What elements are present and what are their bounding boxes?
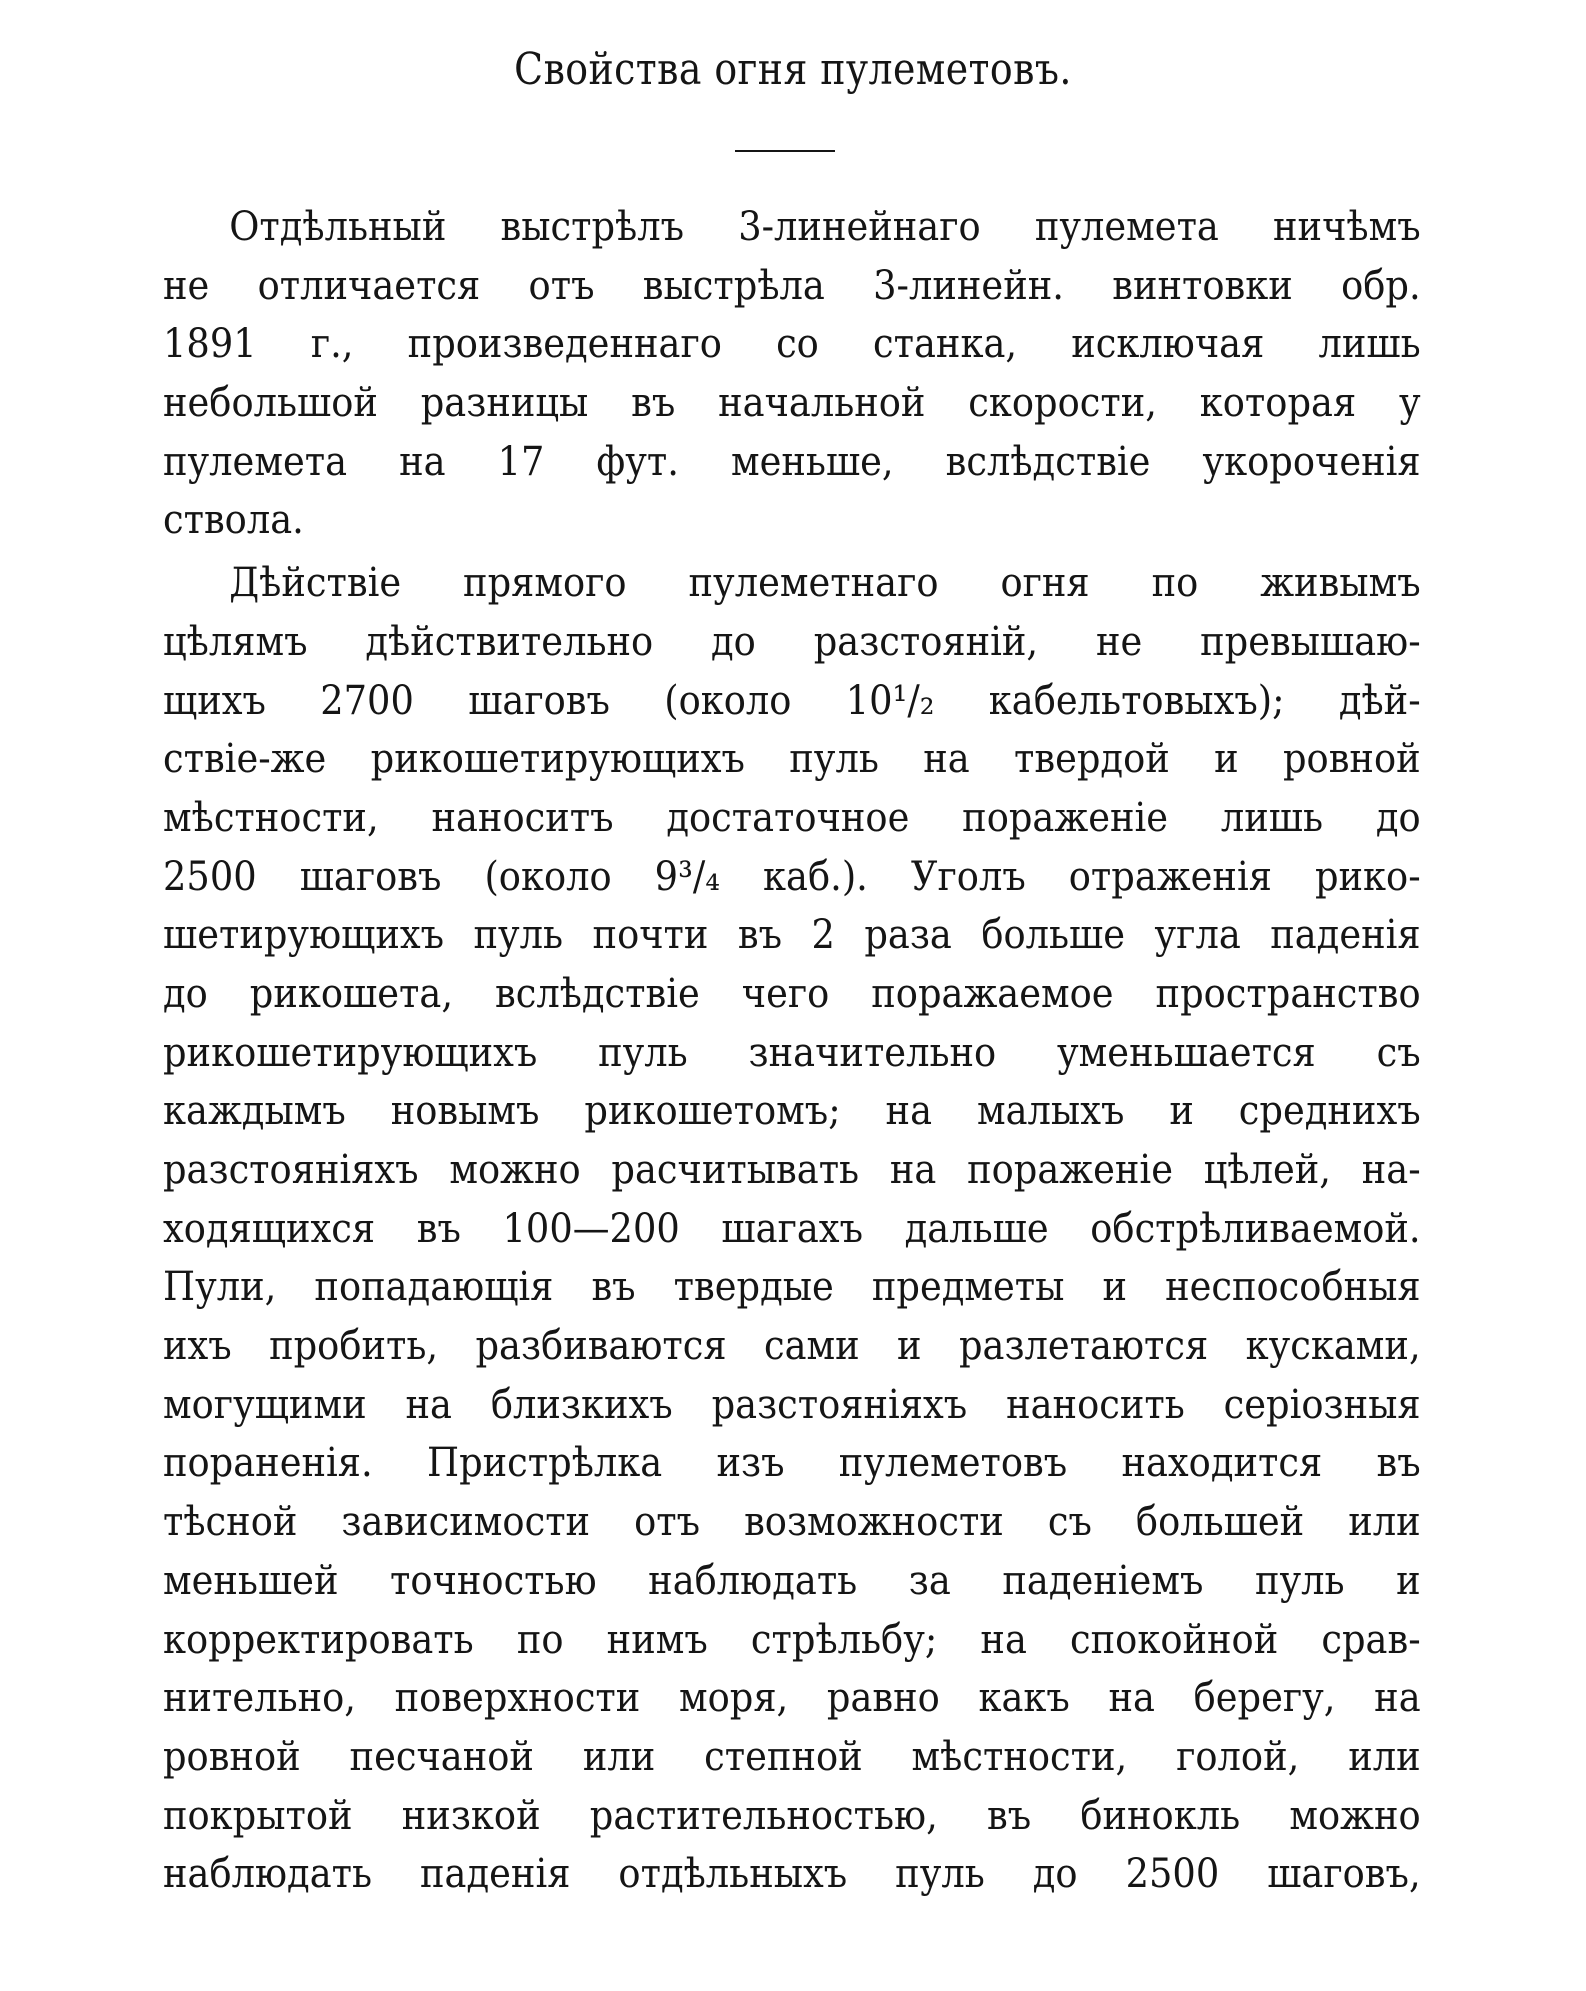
text-line: 2500 шаговъ (около 9³/₄ каб.). Уголъ отраженія рико-	[163, 853, 1421, 900]
text-line: Дѣйствіе прямого пулеметнаго огня по живымъ	[229, 560, 1421, 607]
text-line: мѣстности, наноситъ достаточное пораженіе лишь до	[163, 794, 1421, 841]
text-line: пулемета на 17 фут. меньше, вслѣдствіе укороченія	[163, 438, 1421, 485]
text-line: тѣсной зависимости отъ возможности съ большей или	[163, 1499, 1421, 1546]
text-line: ихъ пробить, разбиваются сами и разлетаются кусками,	[163, 1323, 1421, 1370]
text-line: разстояніяхъ можно расчитывать на пораженіе цѣлей, на-	[163, 1147, 1421, 1193]
text-line: шетирующихъ пуль почти въ 2 раза больше угла паденія	[163, 912, 1421, 959]
text-line: рикошетирующихъ пуль значительно уменьшается съ	[163, 1029, 1421, 1076]
text-line: каждымъ новымъ рикошетомъ; на малыхъ и среднихъ	[163, 1088, 1421, 1135]
text-line: Отдѣльный выстрѣлъ 3-линейнаго пулемета ничѣмъ	[229, 204, 1421, 250]
body-text	[163, 198, 1421, 1904]
text-line: пораненія. Пристрѣлка изъ пулеметовъ находится въ	[163, 1440, 1421, 1487]
text-line: не отличается отъ выстрѣла 3-линейн. винтовки обр.	[163, 262, 1421, 309]
text-line: до рикошета, вслѣдствіе чего поражаемое пространство	[163, 970, 1421, 1017]
text-line: 1891 г., произведеннаго со станка, исключая лишь	[163, 321, 1421, 368]
text-line: покрытой низкой растительностью, въ бинокль можно	[163, 1792, 1421, 1839]
text-line: Пули, попадающія въ твердые предметы и неспособныя	[163, 1264, 1421, 1311]
text-line: меньшей точностью наблюдать за паденіемъ пуль и	[163, 1557, 1421, 1604]
text-line: небольшой разницы въ начальной скорости, которая у	[163, 380, 1421, 427]
text-line: могущими на близкихъ разстояніяхъ наносить серіозныя	[163, 1381, 1421, 1428]
text-line: ровной песчаной или степной мѣстности, голой, или	[163, 1733, 1421, 1780]
text-line: ходящихся въ 100—200 шагахъ дальше обстрѣливаемой.	[163, 1205, 1421, 1252]
text-line: нительно, поверхности моря, равно какъ на берегу, на	[163, 1675, 1421, 1722]
text-line: корректировать по нимъ стрѣльбу; на спокойной срав-	[163, 1616, 1421, 1663]
text-line: наблюдать паденія отдѣльныхъ пуль до 2500 шаговъ,	[163, 1851, 1421, 1898]
text-line: щихъ 2700 шаговъ (около 10¹/₂ кабельтовыхъ); дѣй-	[163, 677, 1421, 724]
page-title: Свойства огня пулеметовъ.	[514, 44, 1072, 95]
text-line: цѣлямъ дѣйствительно до разстояній, не превышаю-	[163, 618, 1421, 665]
title-divider	[735, 150, 835, 152]
text-line: ствола.	[163, 497, 304, 544]
paragraph-2	[163, 554, 1421, 1904]
text-line: ствіе-же рикошетирующихъ пуль на твердой и ровной	[163, 736, 1421, 783]
paragraph-1	[163, 198, 1421, 550]
